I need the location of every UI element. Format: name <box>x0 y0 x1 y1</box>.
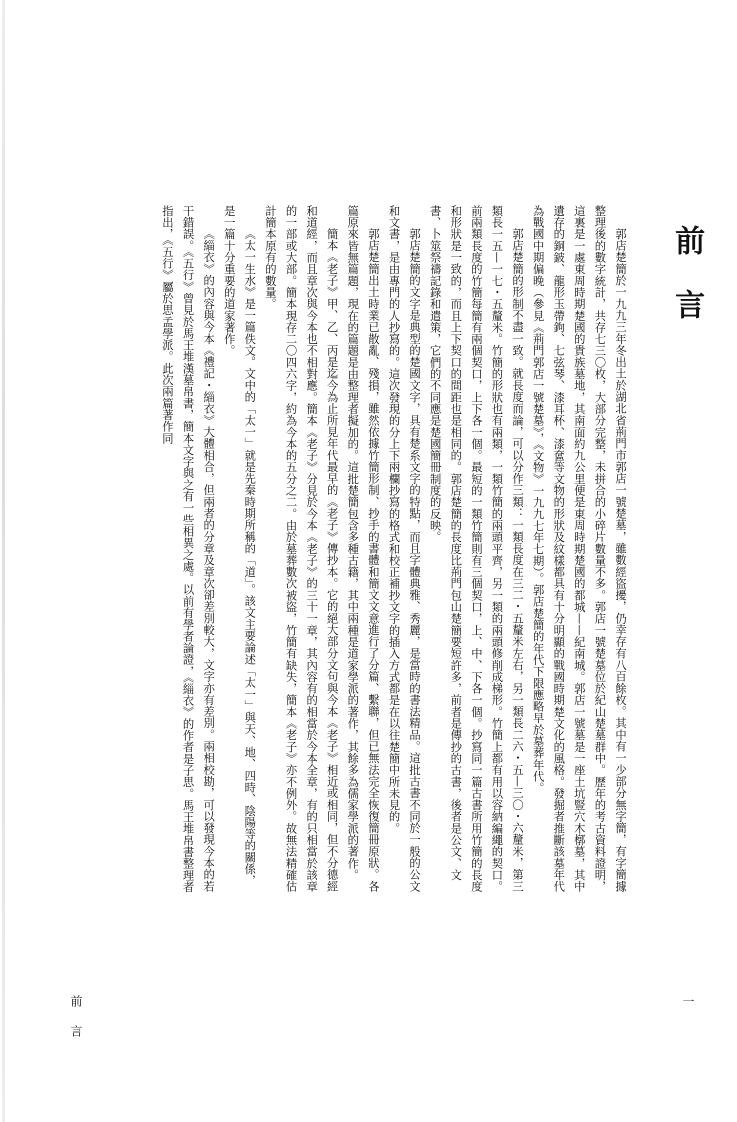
page-edge <box>2 0 5 1122</box>
page-title: 前言 <box>669 225 705 353</box>
paragraph: 《太一生水》是一篇佚文。文中的「太一」就是先秦時期所稱的「道」。該文主要論述「太一」與天、地、四時、陰陽等的關係，是一篇十分重要的道家著作。 <box>222 205 257 886</box>
page-number: 一 <box>681 995 695 1007</box>
paragraph: 郭店楚簡的文字是典型的楚國文字，具有楚系文字的特點，而且字體典雅、秀麗，是當時的書法精品。這批古書不同於一般的公文和文書，是由專門的人抄寫的。這次發現的分上下兩欄抄寫的格式和校正補抄文字的插入方式都是在以往楚簡中所未見的。 <box>387 205 422 892</box>
body-text <box>115 205 630 895</box>
paragraph: 郭店楚簡出土時業已散亂、殘損，雖然依據竹簡形制、抄手的書體和簡文文意進行了分篇、繫聯，但已無法完全恢復簡冊原狀。各篇原來皆無篇題，現在的篇題是由整理者擬加的。這批楚簡包含多種古籍，其中兩種是道家學派的著作，其餘多為儒家學派的著作。 <box>346 205 380 892</box>
running-footer-title: 前言 <box>69 995 83 1055</box>
paragraph: 郭店楚簡於一九九三年冬出土於湖北省荊門市郭店一號楚墓，雖數經盜擾，仍幸存有八百餘枚。其中有一少部分無字簡，有字簡據整理後的數字統計，共存七三〇枚，大部分完整，未拼合的小碎片數量不多。郭店一號楚墓位於紀山楚墓群中。歷年的考古資料證明，這裏是一處東周時期楚國的貴族墓地，其南面約九公里便是東周時期楚國的都城——紀南城。郭店一號墓是一座土坑豎穴木槨墓，其中遺存的銅鈹、龍形玉帶鉤、七弦琴、漆耳杯、漆奩等文物的形狀及紋樣都具有十分明顯的戰國時期楚文化的風格。發掘者推斷該墓年代為戰國中期偏晚（參見《荊門郭店一號楚墓》，《文物》一九九七年七期）。郭店楚簡的年代下限應略早於墓葬年代。 <box>531 205 627 893</box>
paragraph: 郭店楚簡的形制不盡一致。就長度而論，可以分作三類：一類長度在三二・五釐米左右，另一類長二六・五—三〇・六釐米，第三類長一五—一七・五釐米。竹簡的形狀也有兩類，一類竹簡的兩頭平齊，另一類的兩頭修削成梯形。竹簡上都有用以容納編繩的契口。前兩類長度的竹簡每簡有兩個契口，上下各一個。最短的一類竹簡則有三個契口，上、中、下各一個。抄寫同一篇古書所用竹簡的長度和形狀是一致的，而且上下契口的間距也是相同的。郭店楚簡的長度比荊門包山楚簡要短許多，前者是傳抄的古書，後者是公文、文書、卜筮祭禱記錄和遣策，它們的不同應是楚國簡冊制度的反映。 <box>428 205 525 893</box>
paragraph: 簡本《老子》甲、乙、丙是迄今為止所見年代最早的《老子》傳抄本。它的絕大部分文句與今本《老子》相近或相同，但不分德經和道經，而且章次與今本也不相對應。簡本《老子》分見於今本《老子》的三十一章，其內容有的相當於今本全章，有的只相當於該章的一部或大部。簡本現存二〇四六字，約為今本的五分之二。由於墓葬數次被盜，竹簡有缺失，簡本《老子》亦不例外。故無法精確估計簡本原有的數量。 <box>263 205 339 893</box>
paragraph: 《緇衣》的內容與今本《禮記・緇衣》大體相合，但兩者的分章及章次卻差別較大，文字亦有差別。兩相校勘，可以發現今本的若干錯誤。《五行》曾見於馬王堆漢墓帛書，簡本文字與之有一些相異之處。以前有學者論證，《緇衣》的作者是子思。馬王堆帛書整理者指出，《五行》屬於思孟學派。此次兩篇著作同 <box>160 205 216 893</box>
